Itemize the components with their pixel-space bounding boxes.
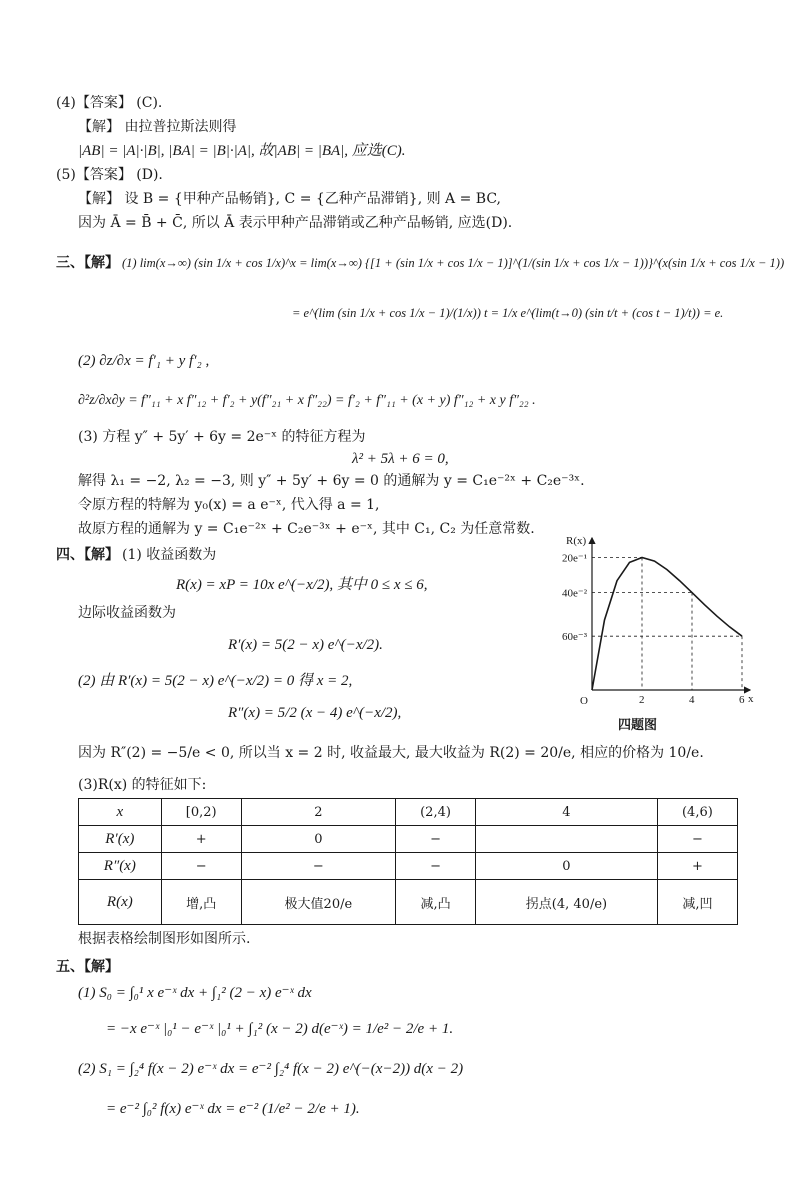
table-cell: 减,凹: [657, 880, 737, 925]
table-header-cell: x: [79, 799, 162, 826]
table-followup: 根据表格绘制图形如图所示.: [78, 931, 251, 947]
x-tick-label: 6: [739, 694, 745, 706]
revenue-curve: [592, 558, 742, 691]
section-3-q3c: 解得 λ₁ = −2, λ₂ = −3, 则 y″ + 5y′ + 6y = 0 的通解为 y = C₁e⁻²ˣ + C₂e⁻³ˣ.: [78, 473, 585, 489]
section-4-marginal-label: 边际收益函数为: [78, 605, 176, 621]
section-4-q2: (2) 由 R′(x) = 5(2 − x) e^(−x/2) = 0 得 x = 2,: [78, 673, 353, 689]
y-tick-label: 20e⁻¹: [562, 552, 587, 565]
x-axis-label: x: [748, 693, 754, 705]
section-5-line2: = −x e⁻ˣ |₀¹ − e⁻ˣ |₀¹ + ∫₁² (x − 2) d(e⁻ˣ) = 1/e² − 2/e + 1.: [106, 1021, 454, 1037]
answer-5-explanation: 【解】 设 B = {甲种产品畅销}, C = {乙种产品滞销}, 则 A = BC,: [78, 191, 501, 207]
section-3-heading: 三、【解】: [56, 255, 119, 271]
feature-table: [78, 798, 738, 925]
table-cell: 拐点(4, 40/e): [476, 880, 658, 925]
answer-5-label: (5)【答案】 (D).: [56, 167, 163, 183]
section-3-limit-line2: = e^(lim (sin 1/x + cos 1/x − 1)/(1/x)) t = 1/x e^(lim(t→0) (sin t/t + (cos t − 1)/t)) = e.: [292, 306, 724, 320]
table-cell: −: [657, 826, 737, 853]
section-4-q1: (1) 收益函数为: [122, 547, 217, 563]
answer-4-explanation: 【解】 由拉普拉斯法则得: [78, 119, 237, 135]
table-header-cell: (2,4): [395, 799, 475, 826]
table-cell: 0: [476, 853, 658, 880]
table-cell: +: [161, 826, 241, 853]
section-3-limit-line1: (1) lim(x→∞) (sin 1/x + cos 1/x)^x = lim(x→∞) {[1 + (sin 1/x + cos 1/x − 1)]^(1/(sin 1/x + cos 1/x − 1))}^(x(sin 1/x + cos 1/x − 1)): [122, 256, 785, 270]
section-3-q3d: 令原方程的特解为 y₀(x) = a e⁻ˣ, 代入得 a = 1,: [78, 497, 380, 513]
table-header-cell: 4: [476, 799, 658, 826]
section-3-q3e: 故原方程的通解为 y = C₁e⁻²ˣ + C₂e⁻³ˣ + e⁻ˣ, 其中 C₁, C₂ 为任意常数.: [78, 521, 535, 537]
table-cell: R(x): [79, 880, 162, 925]
section-5-line1: (1) S₀ = ∫₀¹ x e⁻ˣ dx + ∫₁² (2 − x) e⁻ˣ dx: [78, 985, 312, 1001]
y-axis-label: R(x): [566, 535, 587, 547]
table-cell: 极大值20/e: [241, 880, 395, 925]
table-cell: 0: [241, 826, 395, 853]
table-header-cell: [0,2): [161, 799, 241, 826]
section-4-second-derivative: R″(x) = 5/2 (x − 4) e^(−x/2),: [228, 705, 402, 721]
origin-label: O: [580, 695, 588, 707]
table-cell: R′(x): [79, 826, 162, 853]
section-4-marginal: R′(x) = 5(2 − x) e^(−x/2).: [228, 637, 383, 653]
table-cell: +: [657, 853, 737, 880]
revenue-figure: [560, 532, 760, 732]
table-header-cell: 2: [241, 799, 395, 826]
answer-4-label: (4)【答案】 (C).: [56, 95, 163, 111]
table-cell: −: [241, 853, 395, 880]
section-5-heading: 五、【解】: [56, 959, 119, 975]
section-3-q2a: (2) ∂z/∂x = f′₁ + y f′₂ ,: [78, 353, 210, 369]
section-5-line4: = e⁻² ∫₀² f(x) e⁻ˣ dx = e⁻² (1/e² − 2/e + 1).: [106, 1101, 360, 1117]
table-cell: −: [395, 826, 475, 853]
answer-4-equation: |AB| = |A|·|B|, |BA| = |B|·|A|, 故|AB| = |BA|, 应选(C).: [78, 143, 406, 159]
table-header-cell: (4,6): [657, 799, 737, 826]
section-4-conclusion: 因为 R″(2) = −5/e < 0, 所以当 x = 2 时, 收益最大, 最大收益为 R(2) = 20/e, 相应的价格为 10/e.: [78, 745, 704, 761]
table-cell: −: [395, 853, 475, 880]
section-5-line3: (2) S₁ = ∫₂⁴ f(x − 2) e⁻ˣ dx = e⁻² ∫₂⁴ f(x − 2) e^(−(x−2)) d(x − 2): [78, 1061, 464, 1077]
section-3-q3b: λ² + 5λ + 6 = 0,: [352, 451, 449, 467]
table-cell: −: [161, 853, 241, 880]
x-tick-label: 4: [689, 694, 695, 706]
section-4-revenue: R(x) = xP = 10x e^(−x/2), 其中 0 ≤ x ≤ 6,: [176, 577, 428, 593]
answer-5-reason: 因为 Ā = B̄ + C̄, 所以 Ā 表示甲种产品滞销或乙种产品畅销, 应选(D).: [78, 215, 513, 231]
y-tick-label: 60e⁻³: [562, 631, 587, 644]
section-4-q3: (3)R(x) 的特征如下:: [78, 777, 207, 793]
table-cell: [476, 826, 658, 853]
section-3-q3a: (3) 方程 y″ + 5y′ + 6y = 2e⁻ˣ 的特征方程为: [78, 429, 366, 445]
table-cell: 减,凸: [395, 880, 475, 925]
table-cell: R″(x): [79, 853, 162, 880]
figure-caption: 四题图: [618, 718, 658, 733]
section-3-q2b: ∂²z/∂x∂y = f″₁₁ + x f″₁₂ + f′₂ + y(f″₂₁ + x f″₂₂) = f′₂ + f″₁₁ + (x + y) f″₁₂ + x y f″₂₂ .: [78, 393, 536, 408]
table-cell: 增,凸: [161, 880, 241, 925]
section-4-heading: 四、【解】: [56, 547, 119, 563]
y-tick-label: 40e⁻²: [562, 587, 587, 600]
x-tick-label: 2: [639, 694, 645, 706]
